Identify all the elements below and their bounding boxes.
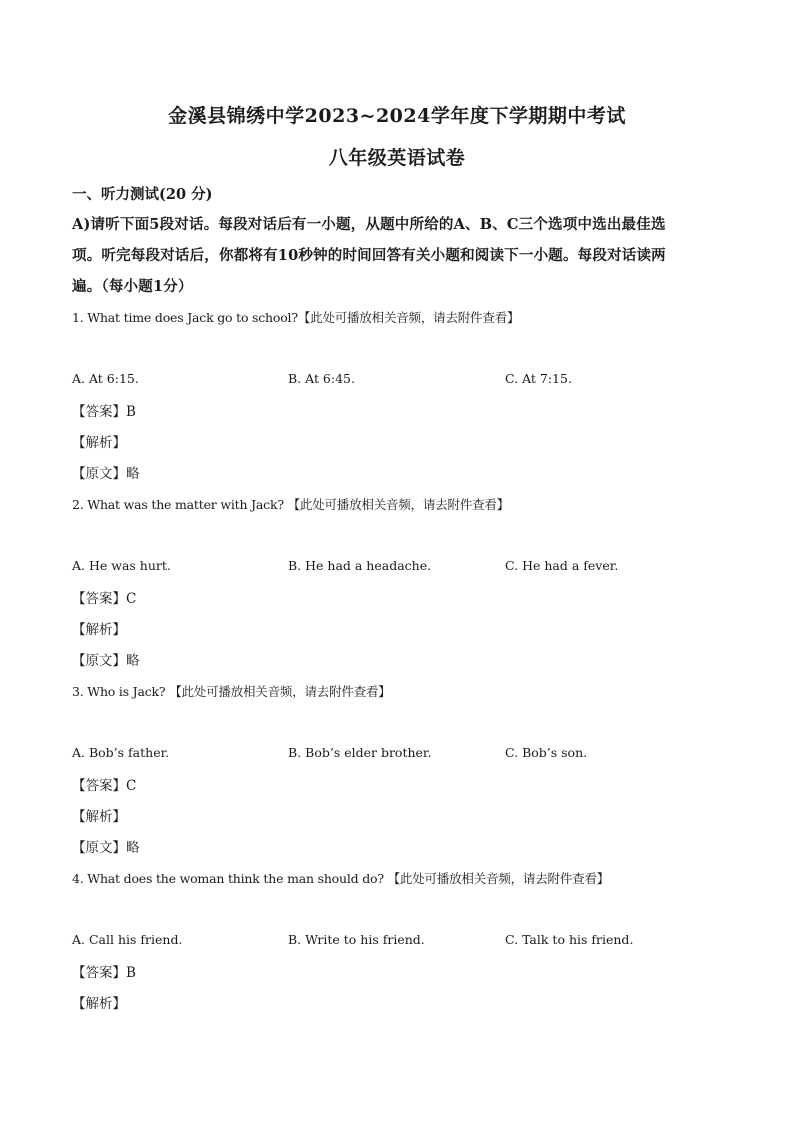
question-3-stem: 3. Who is Jack? 【此处可播放相关音频，请去附件查看】 — [72, 684, 391, 699]
question-4-analysis: 【解析】 — [72, 996, 126, 1012]
question-4-option-b: B. Write to his friend. — [288, 932, 425, 947]
question-1-option-a: A. At 6:15. — [72, 371, 139, 386]
question-2-option-b: B. He had a headache. — [288, 558, 432, 573]
question-4-option-a: A. Call his friend. — [72, 932, 183, 947]
question-2-original: 【原文】略 — [72, 653, 140, 669]
question-3-option-b: B. Bob’s elder brother. — [288, 745, 432, 760]
question-1-analysis: 【解析】 — [72, 435, 126, 451]
question-4-option-c: C. Talk to his friend. — [505, 932, 634, 947]
instruction-line-3: 遍。（每小题1分） — [72, 278, 193, 295]
instruction-line-2: 项。听完每段对话后，你都将有10秒钟的时间回答有关小题和阅读下一小题。每段对话读两 — [72, 247, 666, 264]
question-3-analysis: 【解析】 — [72, 809, 126, 825]
question-2-option-c: C. He had a fever. — [505, 558, 619, 573]
question-3-option-a: A. Bob’s father. — [72, 745, 170, 760]
question-1-option-c: C. At 7:15. — [505, 371, 572, 386]
question-2-analysis: 【解析】 — [72, 622, 126, 638]
question-1-stem: 1. What time does Jack go to school?【此处可播放相关音频，请去附件查看】 — [72, 310, 520, 325]
question-3-answer: 【答案】C — [72, 778, 137, 794]
exam-subtitle: 八年级英语试卷 — [328, 147, 466, 169]
question-1-original: 【原文】略 — [72, 466, 140, 482]
exam-title: 金溪县锦绣中学2023~2024学年度下学期期中考试 — [168, 105, 626, 127]
question-1-answer: 【答案】B — [72, 404, 136, 420]
section-heading: 一、听力测试(20 分) — [72, 186, 213, 203]
instruction-line-1: A)请听下面5段对话。每段对话后有一小题，从题中所给的A、B、C三个选项中选出最佳选 — [72, 216, 666, 233]
question-2-stem: 2. What was the matter with Jack? 【此处可播放相关音频，请去附件查看】 — [72, 497, 509, 512]
question-1-option-b: B. At 6:45. — [288, 371, 355, 386]
question-2-answer: 【答案】C — [72, 591, 137, 607]
question-4-answer: 【答案】B — [72, 965, 136, 981]
question-2-option-a: A. He was hurt. — [72, 558, 171, 573]
question-4-stem: 4. What does the woman think the man should do? 【此处可播放相关音频，请去附件查看】 — [72, 871, 610, 886]
question-3-option-c: C. Bob’s son. — [505, 745, 588, 760]
question-3-original: 【原文】略 — [72, 840, 140, 856]
